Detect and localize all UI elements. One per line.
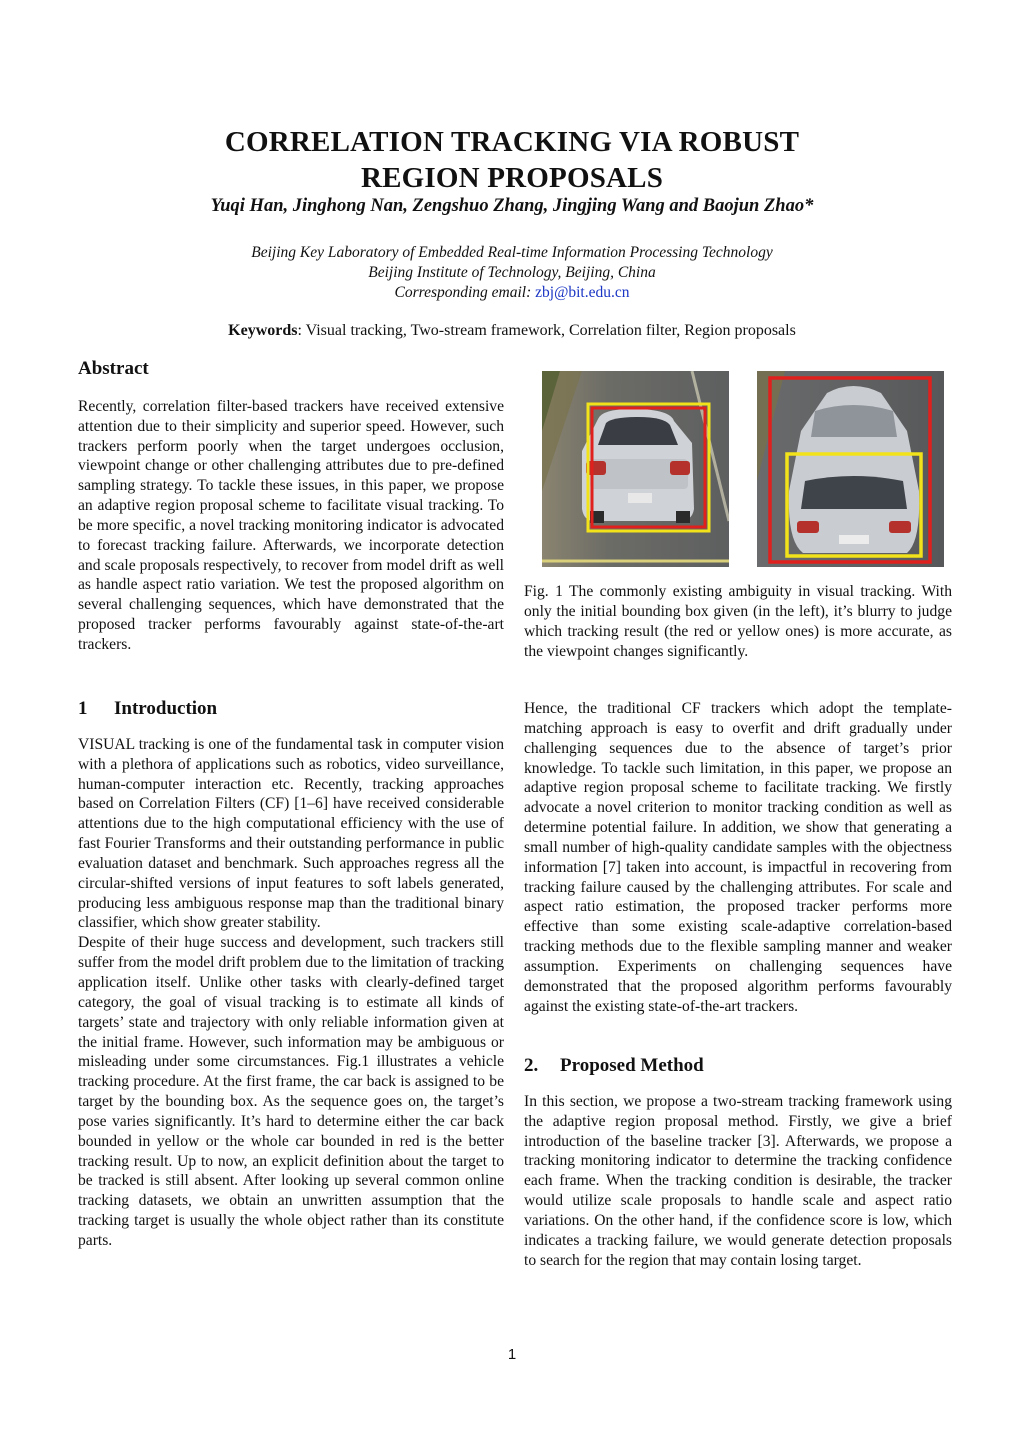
intro-paragraph-1: VISUAL tracking is one of the fundamental task in computer vision with a plethora of applications such as robotics, video surveillance, human-computer interaction etc. Recently, tracking approaches based on Correlation Filters (CF) [1–6] have received considerable attentions due to the high computational efficiency with the use of fast Fourier Transforms and their outstanding performance in public evaluation dataset and benchmark. Such approaches regress all the circular-shifted versions of input features to soft labels generated, producing less ambiguous response map than the traditional binary classifier, which show greater stability. — [78, 735, 504, 932]
figure-caption: Fig. 1 The commonly existing ambiguity in visual tracking. With only the initial bounding box given (in the left), it’s blurry to judge which tracking result (the red or yellow ones) is more accurate, as the viewpoint changes significantly. — [524, 583, 952, 660]
affiliation-line-1: Beijing Key Laboratory of Embedded Real-time Information Processing Technology — [251, 244, 773, 261]
method-section — [524, 1056, 952, 1270]
keywords-text: : Visual tracking, Two-stream framework, Correlation filter, Region proposals — [297, 322, 796, 339]
keywords-label: Keywords — [228, 322, 298, 339]
abstract-heading: Abstract — [78, 358, 149, 379]
authors: Yuqi Han, Jinghong Nan, Zengshuo Zhang, Jingjing Wang and Baojun Zhao* — [210, 196, 814, 216]
car-back-illustration — [542, 371, 729, 567]
introduction-title: Introduction — [114, 698, 218, 719]
intro-paragraph-2: Despite of their huge success and development, such trackers still suffer from the model drift problem due to the limitation of tracking application itself. Unlike other tasks with clearly-defined target category, the goal of visual tracking is to estimate all kinds of targets’ state and trajectory with only reliable information given at the initial frame. However, such information may be ambiguous or misleading under some circumstances. Fig.1 illustrates a vehicle tracking procedure. At the first frame, the car back is assigned to be target by the bounding box. As the sequence goes on, the target’s pose varies significantly. It’s hard to determine either the car back bounded in yellow or the whole car bounded in red is the better tracking result. Up to now, an explicit definition about the target to be tracked is still absent. After looking up several common online tracking datasets, we obtain an unwritten assumption that the tracking target is usually the whole object rather than its constitute parts. — [78, 934, 504, 1249]
abstract-section — [78, 359, 504, 655]
car-top-illustration — [757, 371, 944, 567]
title-line-2: REGION PROPOSALS — [360, 162, 664, 194]
page-number: 1 — [507, 1346, 517, 1363]
abstract-text: Recently, correlation filter-based trackers have received extensive attention due to their simplicity and superior speed. However, such trackers perform poorly when the target undergoes occlusion, viewpoint change or other challenging attributes due to pre-defined sampling strategy. To tackle these issues, in this paper, we propose an adaptive region proposal scheme to facilitate visual tracking. To be more specific, a novel tracking monitoring indicator is advocated to forecast tracking failure. Afterwards, we incorporate detection and scale proposals respectively, to recover from model drift as well as handle aspect ratio variation. We test the proposed algorithm on several challenging sequences, which have demonstrated that the proposed tracker performs favourably against state-of-the-art trackers. — [78, 397, 504, 653]
figure-right-image — [757, 371, 944, 567]
intro-continued — [524, 699, 952, 1017]
introduction-number: 1 — [78, 698, 88, 719]
title-line-1: CORRELATION TRACKING VIA ROBUST — [224, 126, 800, 158]
email-link[interactable]: zbj@bit.edu.cn — [535, 284, 630, 301]
paper-title — [0, 124, 1024, 196]
corresponding-email-line — [0, 283, 1024, 303]
email-label: Corresponding email: — [394, 284, 532, 301]
affiliation — [0, 243, 1024, 303]
method-number: 2. — [524, 1055, 539, 1076]
introduction-section — [78, 699, 504, 1251]
method-heading — [524, 1056, 952, 1076]
intro-paragraph-3: Hence, the traditional CF trackers which adopt the template-matching approach is easy to overfit and drift gradually under challenging sequences due to the absence of target’s prior knowledge. To tackle such limitation, in this paper, we propose an adaptive region proposal scheme to facilitate tracking. We firstly advocate a novel criterion to monitor tracking condition as well as determine potential failure. In addition, we show that generating a small number of high-quality candidate samples with the objectness information [7] taken into account, is impactful in recovering from tracking failure caused by the challenging attributes. For scale and aspect ratio estimation, the proposed tracker performs more effective than some existing scale-adaptive correlation-based tracking methods due to the flexible sampling manner and weaker assumption. Experiments on challenging sequences have demonstrated that the proposed algorithm performs favourably against the existing state-of-the-art trackers. — [524, 700, 952, 1015]
method-paragraph: In this section, we propose a two-stream tracking framework using the adaptive region proposal method. Firstly, we give a brief introduction of the baseline tracker [3]. Afterwards, we propose a tracking monitoring indicator to determine the tracking confidence each frame. When the tracking condition is desirable, the tracker would utilize scale proposals to handle scale and aspect ratio variations. On the other hand, if the confidence score is low, which indicates a tracking failure, we would generate detection proposals to search for the region that may contain losing target. — [524, 1092, 952, 1269]
keywords — [0, 322, 1024, 340]
figure-left-image — [542, 371, 729, 567]
method-title: Proposed Method — [560, 1055, 704, 1076]
introduction-heading — [78, 699, 504, 719]
affiliation-line-2: Beijing Institute of Technology, Beijing, China — [368, 264, 656, 281]
